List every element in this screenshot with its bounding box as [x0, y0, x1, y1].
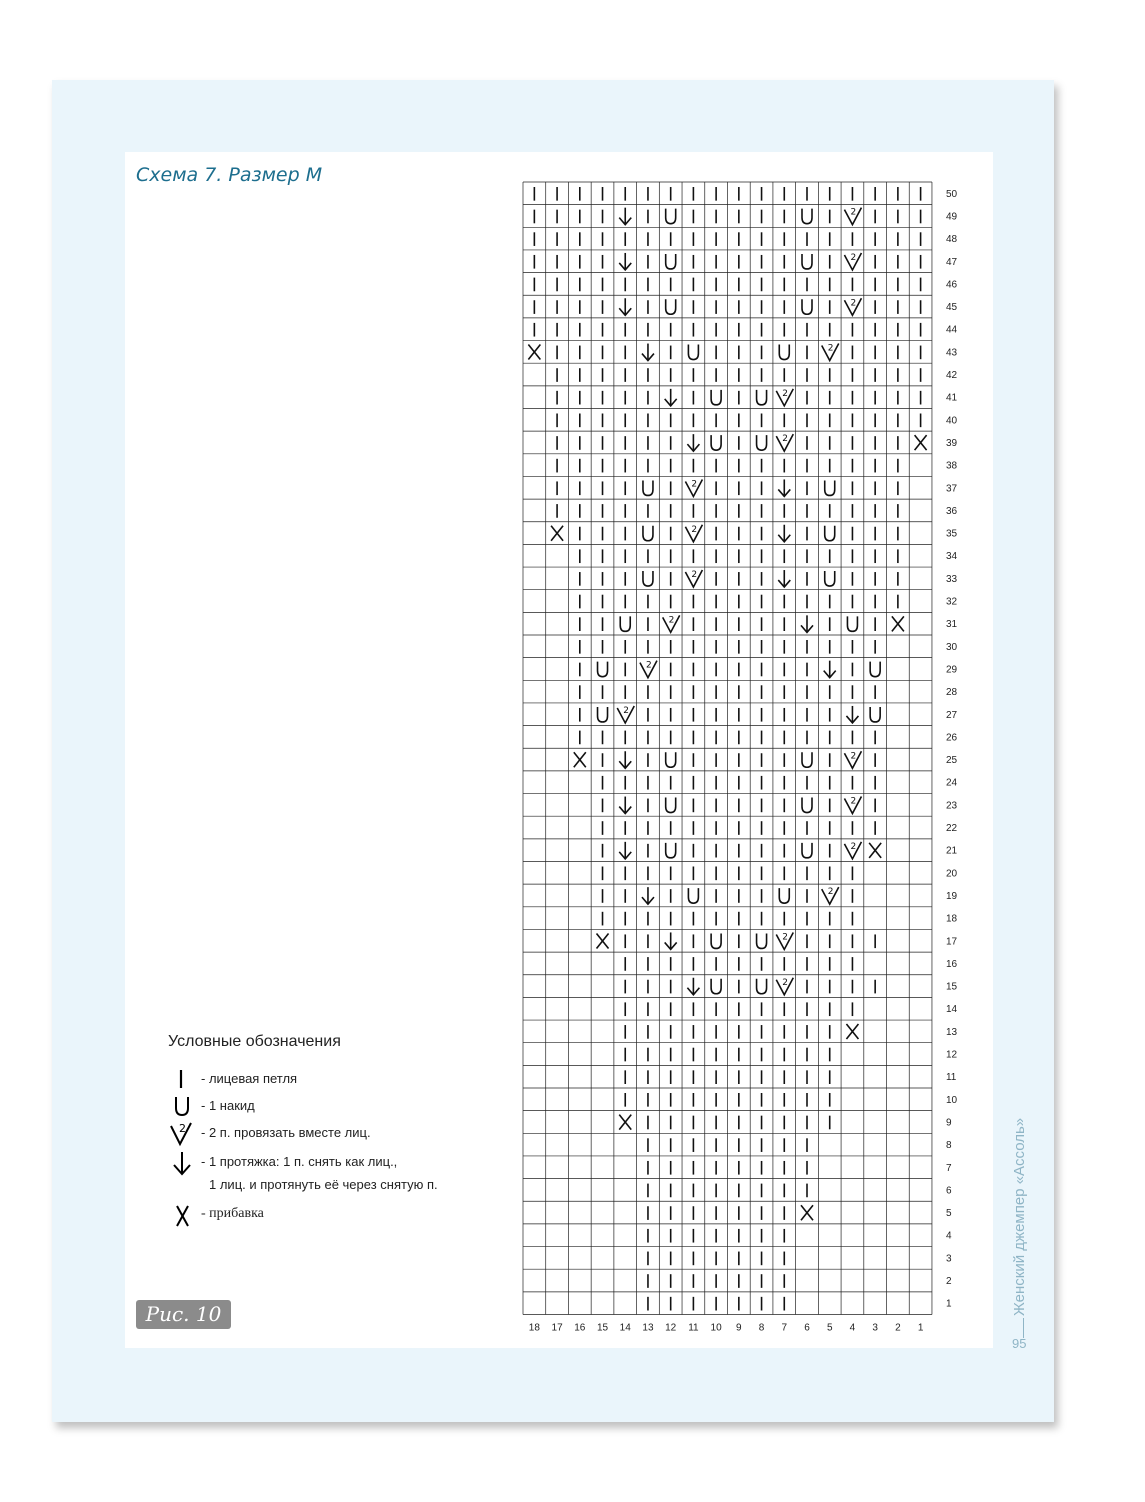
chart-cell-pull-through [619, 751, 631, 768]
row-number: 43 [945, 347, 958, 359]
svg-text:2: 2 [782, 977, 789, 988]
row-number: 38 [945, 460, 958, 472]
chart-cell-k2tog [822, 344, 839, 361]
chart-cell-yarnover [643, 480, 653, 495]
chart-cell-yarnover [779, 888, 789, 903]
row-number: 8 [945, 1140, 952, 1152]
column-number: 5 [826, 1322, 833, 1334]
chart-cell-yarnover [847, 616, 857, 631]
chart-cell-increase [869, 843, 881, 858]
chart-cell-yarnover [825, 571, 835, 586]
pull-through-icon [167, 1150, 197, 1176]
chart-cell-pull-through [778, 570, 790, 587]
chart-cell-pull-through [778, 525, 790, 542]
row-number: 47 [945, 256, 958, 268]
legend-item-increase: - прибавка [165, 1202, 495, 1226]
legend-title: Условные обозначения [168, 1033, 341, 1050]
row-number: 50 [945, 188, 958, 200]
column-number: 16 [574, 1322, 586, 1334]
row-number: 22 [945, 823, 958, 835]
column-number: 17 [551, 1322, 563, 1334]
row-number: 10 [945, 1094, 958, 1106]
row-number: 4 [945, 1230, 952, 1242]
k2tog-icon [167, 1121, 197, 1147]
chart-cell-pull-through [665, 932, 677, 949]
svg-text:2: 2 [691, 479, 698, 490]
yarn-over-icon [167, 1094, 197, 1118]
chart-cell-increase [597, 933, 609, 948]
svg-text:2: 2 [850, 751, 857, 762]
chart-cell-pull-through [801, 615, 813, 632]
chart-cell-yarnover [598, 707, 608, 722]
chart-cell-yarnover [711, 435, 721, 450]
legend [165, 1030, 505, 1240]
page-number: 95 [1012, 1336, 1027, 1351]
row-number: 45 [945, 302, 958, 314]
row-number: 15 [945, 981, 958, 993]
row-number: 16 [945, 958, 958, 970]
column-number: 14 [619, 1322, 631, 1334]
row-number: 2 [945, 1276, 952, 1288]
svg-text:2: 2 [668, 615, 675, 626]
svg-text:2: 2 [179, 1122, 186, 1135]
chart-cell-k2tog [685, 479, 702, 496]
sidebar-divider [1023, 1318, 1024, 1338]
chart-cell-yarnover [757, 390, 767, 405]
chart-cell-pull-through [619, 253, 631, 270]
chart-cell-pull-through [619, 797, 631, 814]
chart-cell-increase [574, 752, 586, 767]
chart-cell-yarnover [711, 933, 721, 948]
chart-cell-yarnover [802, 798, 812, 813]
row-number: 39 [945, 437, 958, 449]
row-number: 18 [945, 913, 958, 925]
row-number: 49 [945, 211, 958, 223]
row-number: 29 [945, 664, 958, 676]
chart-cell-yarnover [688, 888, 698, 903]
row-number: 9 [945, 1117, 952, 1129]
chart-cell-yarnover [643, 571, 653, 586]
chart-cell-k2tog [844, 751, 861, 768]
chart-cell-yarnover [825, 526, 835, 541]
chart-cell-pull-through [687, 978, 699, 995]
chart-cell-yarnover [802, 209, 812, 224]
row-number: 37 [945, 483, 958, 495]
chart-cell-yarnover [757, 979, 767, 994]
row-number: 24 [945, 777, 958, 789]
row-number: 32 [945, 596, 958, 608]
chart-cell-yarnover [711, 390, 721, 405]
svg-text:2: 2 [782, 932, 789, 943]
svg-text:2: 2 [850, 841, 857, 852]
row-number: 35 [945, 528, 958, 540]
chart-grid [523, 182, 932, 1315]
row-number: 42 [945, 370, 958, 382]
row-number: 23 [945, 800, 958, 812]
knitting-chart [515, 176, 958, 1334]
chart-cell-pull-through [687, 434, 699, 451]
chart-cell-yarnover [825, 480, 835, 495]
row-number: 21 [945, 845, 958, 857]
chart-cell-yarnover [598, 662, 608, 677]
row-number: 28 [945, 687, 958, 699]
chart-cell-k2tog [776, 978, 793, 995]
row-number: 44 [945, 324, 958, 336]
chart-cell-yarnover [870, 662, 880, 677]
column-number: 11 [688, 1322, 699, 1334]
svg-text:2: 2 [850, 796, 857, 807]
svg-text:2: 2 [782, 434, 789, 445]
row-number: 30 [945, 641, 958, 653]
column-number: 8 [758, 1322, 765, 1334]
chart-cell-pull-through [642, 344, 654, 361]
chart-cell-yarnover [620, 616, 630, 631]
column-number: 18 [528, 1322, 540, 1334]
legend-item-knit: - лицевая петля [165, 1067, 495, 1091]
row-number: 17 [945, 936, 958, 948]
chart-cell-pull-through [619, 298, 631, 315]
row-number: 46 [945, 279, 958, 291]
row-number: 48 [945, 234, 958, 246]
column-number: 2 [895, 1322, 901, 1334]
column-number: 9 [736, 1322, 742, 1334]
chart-cell-yarnover [802, 299, 812, 314]
column-number: 1 [917, 1322, 924, 1334]
chart-cell-pull-through [778, 479, 790, 496]
chart-cell-k2tog [685, 525, 702, 542]
scheme-title: Схема 7. Размер М [136, 164, 323, 186]
column-number: 15 [596, 1322, 609, 1334]
row-number: 33 [945, 573, 958, 585]
chart-cell-k2tog [685, 570, 702, 587]
chart-cell-pull-through [665, 389, 677, 406]
row-number: 3 [945, 1253, 952, 1265]
chart-cell-yarnover [666, 843, 676, 858]
chart-cell-k2tog [844, 797, 861, 814]
chart-cell-k2tog [844, 208, 861, 225]
column-number: 10 [710, 1322, 722, 1334]
chart-cell-yarnover [666, 299, 676, 314]
column-number: 3 [872, 1322, 878, 1334]
svg-text:2: 2 [623, 705, 629, 716]
chart-cell-k2tog [844, 842, 861, 859]
increase-icon [167, 1202, 197, 1228]
legend-item-ssk: - 1 протяжка: 1 п. снять как лиц., 1 лиц. и протянуть её через снятую п. [165, 1150, 495, 1200]
row-number: 1 [945, 1298, 952, 1310]
chart-cell-k2tog [844, 253, 861, 270]
chart-cell-k2tog [844, 298, 861, 315]
chart-cell-k2tog [663, 615, 680, 632]
svg-text:2: 2 [850, 298, 857, 309]
chart-cell-increase [846, 1024, 858, 1039]
svg-text:2: 2 [645, 660, 652, 671]
row-number: 7 [945, 1162, 952, 1174]
knit-stitch-icon [167, 1067, 197, 1091]
chart-cell-yarnover [802, 843, 812, 858]
row-number: 34 [945, 551, 958, 563]
chart-cell-yarnover [802, 254, 812, 269]
chart-cell-yarnover [666, 209, 676, 224]
row-number: 13 [945, 1026, 958, 1038]
row-number: 5 [945, 1208, 952, 1220]
chart-cell-increase [801, 1205, 813, 1220]
chart-cell-pull-through [619, 842, 631, 859]
row-number: 31 [945, 619, 958, 631]
row-number: 20 [945, 868, 958, 880]
row-number: 19 [945, 890, 958, 902]
chart-cell-pull-through [824, 661, 836, 678]
legend-item-yarnover: - 1 накид [165, 1094, 495, 1118]
chart-cell-pull-through [642, 887, 654, 904]
svg-text:2: 2 [850, 252, 857, 263]
figure-label: Рис. 10 [136, 1300, 231, 1329]
row-number: 25 [945, 755, 958, 767]
chart-cell-yarnover [802, 752, 812, 767]
chart-cell-increase [528, 345, 540, 360]
chart-cell-k2tog [776, 932, 793, 949]
column-number: 6 [804, 1322, 810, 1334]
chart-cell-k2tog [776, 434, 793, 451]
row-number: 26 [945, 732, 958, 744]
column-number: 12 [665, 1322, 677, 1334]
row-number: 27 [945, 709, 958, 721]
svg-text:2: 2 [827, 887, 834, 898]
column-number: 7 [781, 1322, 788, 1334]
chart-cell-yarnover [666, 254, 676, 269]
chart-cell-pull-through [846, 706, 858, 723]
chart-cell-yarnover [757, 933, 767, 948]
book-title: Женский джемпер «Ассоль» [1011, 1117, 1028, 1316]
svg-text:2: 2 [782, 388, 789, 399]
chart-cell-yarnover [711, 979, 721, 994]
chart-cell-increase [915, 435, 927, 450]
chart-cell-yarnover [643, 526, 653, 541]
chart-cell-yarnover [870, 707, 880, 722]
chart-cell-increase [892, 616, 904, 631]
chart-cell-yarnover [666, 798, 676, 813]
chart-cell-k2tog [776, 389, 793, 406]
column-number: 4 [849, 1322, 856, 1334]
row-number: 12 [945, 1049, 958, 1061]
row-number: 40 [945, 415, 958, 427]
row-number: 6 [945, 1185, 952, 1197]
chart-cell-pull-through [619, 208, 631, 225]
svg-text:2: 2 [691, 570, 698, 581]
chart-cell-k2tog [640, 661, 657, 678]
legend-item-k2tog: 2 - 2 п. провязать вместе лиц. [165, 1121, 495, 1145]
chart-cell-increase [551, 526, 563, 541]
svg-text:2: 2 [827, 343, 834, 354]
column-number: 13 [642, 1322, 654, 1334]
chart-cell-k2tog [617, 706, 634, 723]
chart-cell-yarnover [666, 752, 676, 767]
svg-text:2: 2 [850, 207, 857, 218]
chart-cell-k2tog [822, 887, 839, 904]
chart-cell-yarnover [688, 345, 698, 360]
chart-cell-yarnover [779, 345, 789, 360]
svg-text:2: 2 [691, 524, 698, 535]
row-number: 14 [945, 1004, 958, 1016]
row-number: 36 [945, 505, 958, 517]
row-number: 11 [945, 1072, 957, 1084]
row-number: 41 [945, 392, 958, 404]
chart-cell-increase [619, 1115, 631, 1130]
chart-cell-yarnover [757, 435, 767, 450]
